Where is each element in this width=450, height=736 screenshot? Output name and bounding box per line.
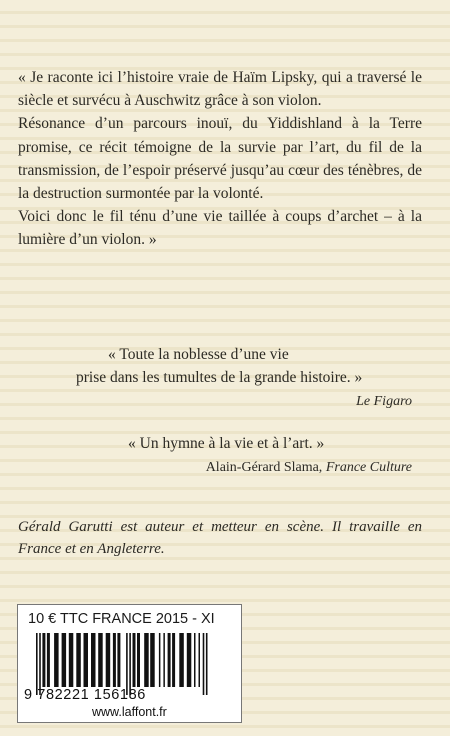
review-source: Le Figaro: [356, 394, 412, 409]
barcode-bar: [84, 633, 89, 687]
barcode-bar: [39, 633, 41, 695]
review-quote-line-2: prise dans les tumultes de la grande histoire. »: [76, 369, 363, 386]
barcode-bar: [69, 633, 74, 687]
price-barcode-box: [17, 604, 242, 723]
barcode-bar: [150, 633, 155, 687]
review-source-outlet: France Culture: [325, 460, 412, 475]
barcode-bar: [199, 633, 201, 687]
barcode-bar: [203, 633, 205, 695]
review-quote-line: « Un hymne à la vie et à l’art. »: [128, 435, 325, 452]
barcode-bar: [144, 633, 149, 687]
review-quote-france-culture: [20, 432, 412, 479]
author-note: Gérald Garutti est auteur et metteur en scène. Il travaille en France et en Angleterre.: [18, 519, 422, 557]
barcode-bar: [187, 633, 192, 687]
barcode-bar: [113, 633, 116, 687]
barcode-bar: [106, 633, 111, 687]
review-quote-figaro: [20, 343, 412, 413]
blurb-paragraph-2: Résonance d’un parcours inouï, du Yiddishland à la Terre promise, ce récit témoigne de la survie par l’art, du fil de la transmission, de l’espoir préservé jusqu’au cœur des ténèbres, de la destruction surmontée par la volonté.: [18, 115, 422, 203]
blurb-paragraph-1: « Je raconte ici l’histoire vraie de Haïm Lipsky, qui a traversé le siècle et survécu à Auschwitz grâce à son violon.: [18, 69, 422, 110]
barcode-bar: [126, 633, 128, 695]
barcode-bar: [172, 633, 175, 687]
price-label: 10 € TTC FRANCE 2015 - XI: [28, 611, 215, 627]
isbn-number: 9 782221 156186: [24, 687, 146, 703]
publisher-url: www.laffont.fr: [92, 705, 167, 719]
barcode-bar: [159, 633, 161, 687]
barcode-bar: [54, 633, 59, 687]
blurb-text: [18, 66, 422, 252]
review-source-name: Alain-Gérard Slama,: [205, 460, 326, 475]
barcode-bar: [179, 633, 184, 687]
barcode-bar: [194, 633, 196, 687]
barcode-bar: [91, 633, 96, 687]
barcode-bar: [133, 633, 136, 687]
barcode-bar: [98, 633, 103, 687]
blurb-paragraph-3: Voici donc le fil ténu d’une vie taillée à coups d’archet – à la lumière d’un violon. »: [18, 208, 422, 249]
barcode-bar: [129, 633, 131, 695]
barcode-bar: [168, 633, 171, 687]
barcode-bar: [76, 633, 81, 687]
barcode-bar: [62, 633, 67, 687]
review-quote-line-1: « Toute la noblesse d’une vie: [108, 346, 289, 363]
review-source: [20, 456, 412, 479]
barcode-bar: [36, 633, 38, 695]
barcode-bar: [47, 633, 50, 687]
barcode-bar: [42, 633, 45, 687]
barcode-bar: [163, 633, 165, 687]
barcode-bar: [137, 633, 140, 687]
barcode-bar: [206, 633, 208, 695]
barcode-bar: [117, 633, 120, 687]
